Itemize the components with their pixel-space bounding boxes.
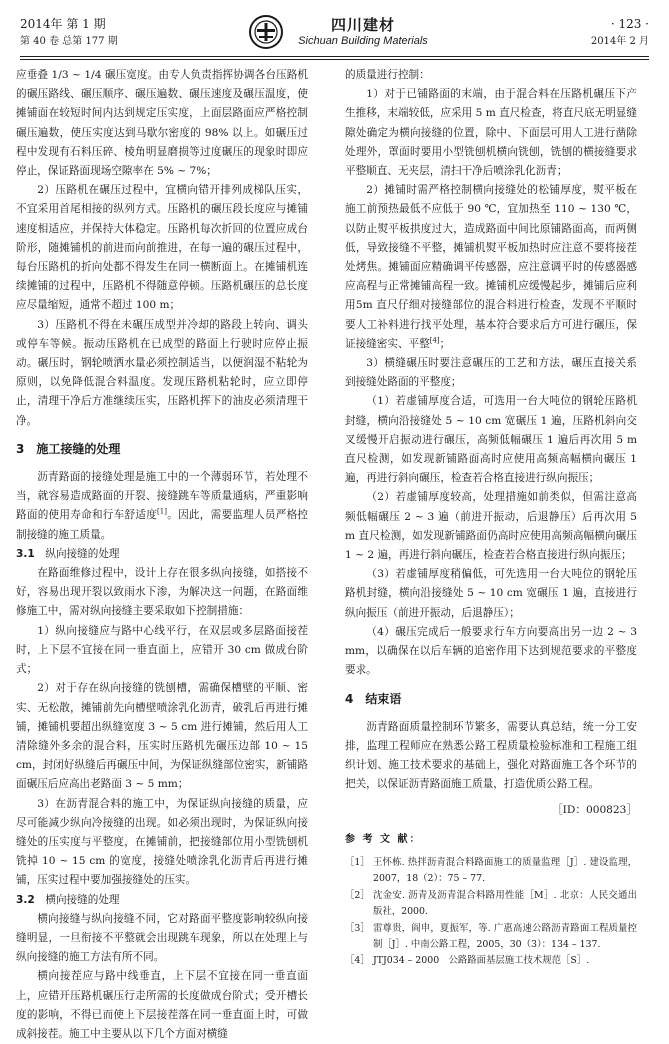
paragraph-text: 2）摊铺时需严格控制横向接缝处的松铺厚度，熨平板在施工前预热最低不应低于 90 ℃，宜加热至 110 ~ 130 ℃，以防止熨平板拱度过大，造成路面中间比原铺路面高，而两侧低，导致接缝不平整，摊铺机熨平板加热时应注意不要将接茬处烤焦。摊铺面应精确调平传感器，应注意调平时的传感器感应高程与正常摊铺高程一致。摊铺机应缓慢起步，摊铺后应利用5m 直尺仔细对接缝部位的混合料进行检查，发现不平顺时要人工补料进行找平处理，基本符合要求后方可进行碾压，保证接缝密实、平整 [345,184,637,350]
reference-item [345,953,637,969]
article-id: ［ID：000823］ [552,803,637,816]
paragraph: 3）横缝碾压时要注意碾压的工艺和方法，碾压直接关系到接缝处路面的平整度； [345,357,637,389]
paragraph: （4）碾压完成后一般要求行车方向要高出另一边 2 ~ 3 mm，以确保在以后车辆的追密作用下达到规范要求的平整度要求。 [345,625,637,677]
reference-number: ［2］ [345,889,370,901]
paragraph: 3）在沥青混合料的施工中，为保证纵向接缝的质量，应尽可能减少纵向冷接缝的出现。如必须出现时，为保证纵向接缝处的压实度与平整度，在摊铺前，把接缝部位用小型铣刨机铣掉 10 ~ 15 cm 的宽度，接缝处喷涂乳化沥青后再进行摊铺，压实过程中要加强接缝处的压实。 [16,797,308,887]
left-column [16,66,308,1044]
paragraph: 横向接茬应与路中线垂直，上下层不宜接在同一垂直面上，应错开压路机碾压行走所需的长度做成台阶式；受开槽长度的影响，不得已而使上下层接茬落在同一垂直面上时，可做成斜接茬。施工中主要从以下几个方面对横缝 [16,970,308,1040]
reference-item [345,921,637,954]
paragraph: 沥青路面质量控制环节繁多，需要认真总结，统一分工安排，监理工程师应在熟悉公路工程质量检验标准和工程施工组织计划、施工技术要求的基础上，强化对路面施工各个环节的把关，以保证沥青路面施工质量，打造优质公路工程。 [345,720,637,791]
reference-list [345,855,637,970]
paragraph: 横向接缝与纵向接缝不同，它对路面平整度影响较纵向接缝明显，一旦衔接不平整就会出现跳车现象，所以在处理上与纵向接缝的施工方法有所不同。 [16,912,308,964]
subsection-title: 横向接缝的处理 [45,893,120,906]
subsection-number: 3.1 [16,547,35,560]
citation[interactable]: [1] [157,507,167,516]
reference-number: ［1］ [345,856,370,868]
paragraph: （3）若虚铺厚度稍偏低，可先选用一台大吨位的钢轮压路机封缝，横向沿接缝处 5 ~ 10 cm 宽碾压 1 遍，直接进行纵向振压（前进开振动，后退静压）； [345,568,637,619]
section-heading: 3 施工接缝的处理 [16,441,121,456]
paragraph: 1）纵向接缝应与路中心线平行，在双层或多层路面接茬时，上下层不宜接在同一垂直面上，应错开 30 cm 做成台阶式； [16,624,308,676]
paragraph: （2）若虚铺厚度较高，处理措施如前类似，但需注意高频低幅碾压 2 ~ 3 遍（前进开振动，后退静压）后再次用 5 m 直尺检测，如发现新铺路面仍高时应使用高频高幅横向碾压 1 ~ 2 遍，再进行斜向碾压，检查若合格直接进行纵向振压； [345,491,637,562]
paragraph: 在路面维修过程中，设计上存在很多纵向接缝，如搭接不好，容易出现开裂以致雨水下渗，为解决这一问题，在路面维修施工中，需对纵向接缝主要采取如下控制措施： [16,567,308,618]
volume-number: 第 40 卷 总第 177 期 [20,36,118,47]
paragraph-text: 。因此，需要监理人员严格控制接缝的施工质量。 [16,509,309,541]
paragraph: 2）压路机在碾压过程中，宜横向错开排列成梯队压实，不宜采用首尾相接的纵列方式。压路机的碾压段长度应与摊铺速度相适应，并保持大体稳定。压路机每次折回的位置应成台阶形，随摊铺机的前进而向前推进，在每一遍的碾压过程中，每台压路机的折向处都不得发生在同一横断面上。在摊铺机连续摊铺的过程中，压路机不得随意停顿。压路机碾压的总长度应尽量缩短，通常不超过 100 m； [16,184,308,312]
paragraph [16,468,308,545]
subsection-number: 3.2 [16,893,35,906]
reference-item [345,888,637,921]
subsection-title: 纵向接缝的处理 [45,547,120,560]
reference-text: JTJ034 – 2000 公路路面基层施工技术规范［S］. [373,955,590,967]
subsection-heading [16,545,308,564]
paragraph: 1）对于已铺路面的末端，由于混合料在压路机碾压下产生推移，末端较低，应采用 5 m 直尺检查，将直尺底无明显缝隙处确定为横向接缝的位置，除中、下面层可用人工进行凿除处理外，罩面时要用小型铣刨机横向铣刨，铣刨的横接缝要求平整顺直、无夹层，清扫干净后喷涂乳化沥青； [345,88,637,178]
header-rule-thin [20,59,649,60]
issue-number: 2014年 第 1 期 [20,17,106,31]
journal-title-cn: 四川建材 [330,16,395,34]
paragraph-text: 沥青路面的接缝处理是施工中的一个薄弱环节，若处理不当，就容易造成路面的开裂、接缝跳车等质量通病，严重影响路面的使用寿命和行车舒适度 [16,471,308,522]
paragraph: 应垂叠 1/3 ~ 1/4 碾压宽度。由专人负责指挥协调各台压路机的碾压路线、碾压顺序、碾压遍数、碾压速度及碾压温度，使摊铺面在较短时间内达到规定压实度，上面层路面应严格控制碾压遍数，使压实度达到马歇尔密度的 98% 以上。如碾压过程中发现有石料压碎、棱角明显磨损等过度碾压的现象时即应停止，保证路面现场空隙率在 5% ~ 7%； [16,69,308,178]
paragraph: 2）对于存在纵向接缝的铣刨槽，需确保槽壁的平顺、密实、无松散，摊铺前先向槽壁喷涂乳化沥青，破乳后再进行摊铺，摊铺机要超出纵缝宽度 3 ~ 5 cm 进行摊铺，然后用人工清除缝外多余的混合料，压实时压路机先碾压边部 10 ~ 15 cm，封闭好纵缝后再碾压中间，为保证纵缝部位密实，新铺路面碾压后应高出老路面 3 ~ 5 mm； [16,682,308,791]
issue-info [20,16,118,50]
reference-text: 王怀栋. 热拌沥青混合料路面施工的质量监理［J］. 建设监理，2007，18（2）：75 – 77. [373,856,637,885]
page-info [591,16,649,50]
paragraph: 3）压路机不得在未碾压成型并冷却的路段上转向、调头或停车等候。振动压路机在已成型的路面上行驶时应停止振动。碾压时，钢轮喷洒水量必须控制适当，以便润湿不粘轮为原则，以免降低混合料温度。发现压路机粘轮时，应立即停止，清理干净后方准继续压实，压路机挥下的油皮必须清理干净。 [16,318,308,427]
section-heading: 4 结束语 [345,691,402,706]
journal-title [288,14,438,47]
reference-text: 雷尊贵，阎申，夏振军，等. 广惠高速公路沥青路面工程质量控制［J］. 中南公路工程，2005，30（3）：134 – 137. [373,922,637,950]
journal-logo-icon [248,14,284,50]
page-number: · 123 · [610,17,649,31]
header-rule [20,56,649,57]
paragraph: 的质量进行控制： [345,69,430,81]
paragraph-text: ； [439,337,451,350]
reference-text: 沈金安. 沥青及沥青混合料路用性能［M］. 北京：人民交通出版社，2000. [373,889,637,918]
paragraph [345,181,637,354]
journal-title-en: Sichuan Building Materials [298,35,428,47]
subsection-heading [16,891,308,910]
reference-number: ［4］ [345,955,370,967]
paragraph: （1）若虚铺厚度合适，可选用一台大吨位的钢轮压路机封缝，横向沿接缝处 5 ~ 10 cm 宽碾压 1 遍，压路机斜向交叉缓慢开启振动进行碾压，高频低幅碾压 1 遍后再次用 5 m 直尺检测，如发现新铺路面高时应使用高频高幅横向碾压 1 遍，再进行斜向碾压，检查若合格直接进行纵向振压； [345,395,637,485]
publication-date: 2014年 2 月 [590,36,649,47]
citation[interactable]: [4] [429,336,440,345]
right-column [345,66,637,970]
references-heading: 参 考 文 献： [345,833,422,845]
reference-number: ［3］ [345,922,370,934]
reference-item [345,855,637,888]
page-header [20,14,649,54]
